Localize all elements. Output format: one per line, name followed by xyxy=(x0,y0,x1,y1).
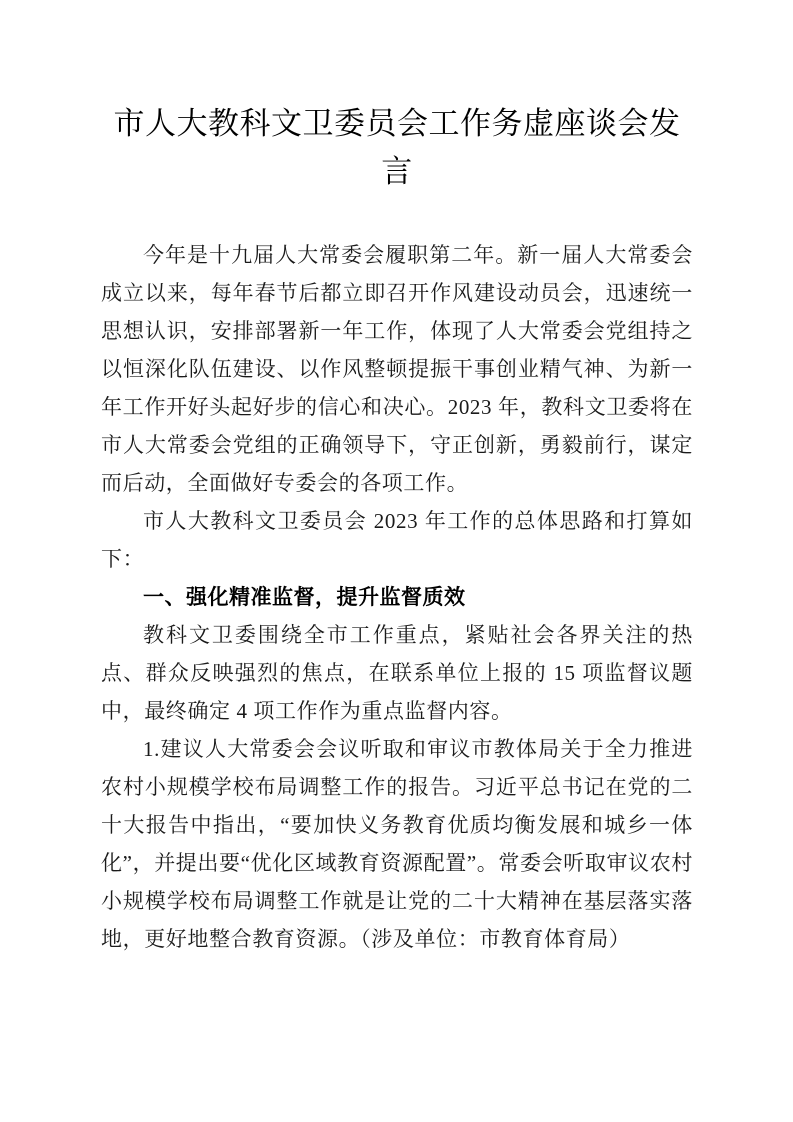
paragraph-supervision-topics: 教科文卫委围绕全市工作重点，紧贴社会各界关注的热点、群众反映强烈的焦点，在联系单位上报的 15 项监督议题中，最终确定 4 项工作作为重点监督内容。 xyxy=(101,623,693,723)
paragraph-intro: 今年是十九届人大常委会履职第二年。新一届人大常委会成立以来，每年春节后都立即召开作风建设动员会，迅速统一思想认识，安排部署新一年工作，体现了人大常委会党组持之以恒深化队伍建设、以作风整顿提振干事创业精气神、为新一年工作开好头起好步的信心和决心。2023 年，教科文卫委将在市人大常委会党组的正确领导下，守正创新，勇毅前行，谋定而后动，全面做好专委会的各项工作。 xyxy=(101,243,693,495)
paragraph-item-1: 1.建议人大常委会会议听取和审议市教体局关于全力推进农村小规模学校布局调整工作的报告。习近平总书记在党的二十大报告中指出，“要加快义务教育优质均衡发展和城乡一体化”，并提出要“优化区域教育资源配置”。常委会听取审议农村小规模学校布局调整工作就是让党的二十大精神在基层落实落地，更好地整合教育资源。（涉及单位：市教育体育局） xyxy=(101,737,693,951)
section-heading-1: 一、强化精准监督，提升监督质效 xyxy=(143,585,466,609)
paragraph-overview-lead: 市人大教科文卫委员会 2023 年工作的总体思路和打算如下： xyxy=(101,509,693,571)
document-title: 市人大教科文卫委员会工作务虚座谈会发言 xyxy=(113,106,681,189)
document-body xyxy=(101,236,693,958)
